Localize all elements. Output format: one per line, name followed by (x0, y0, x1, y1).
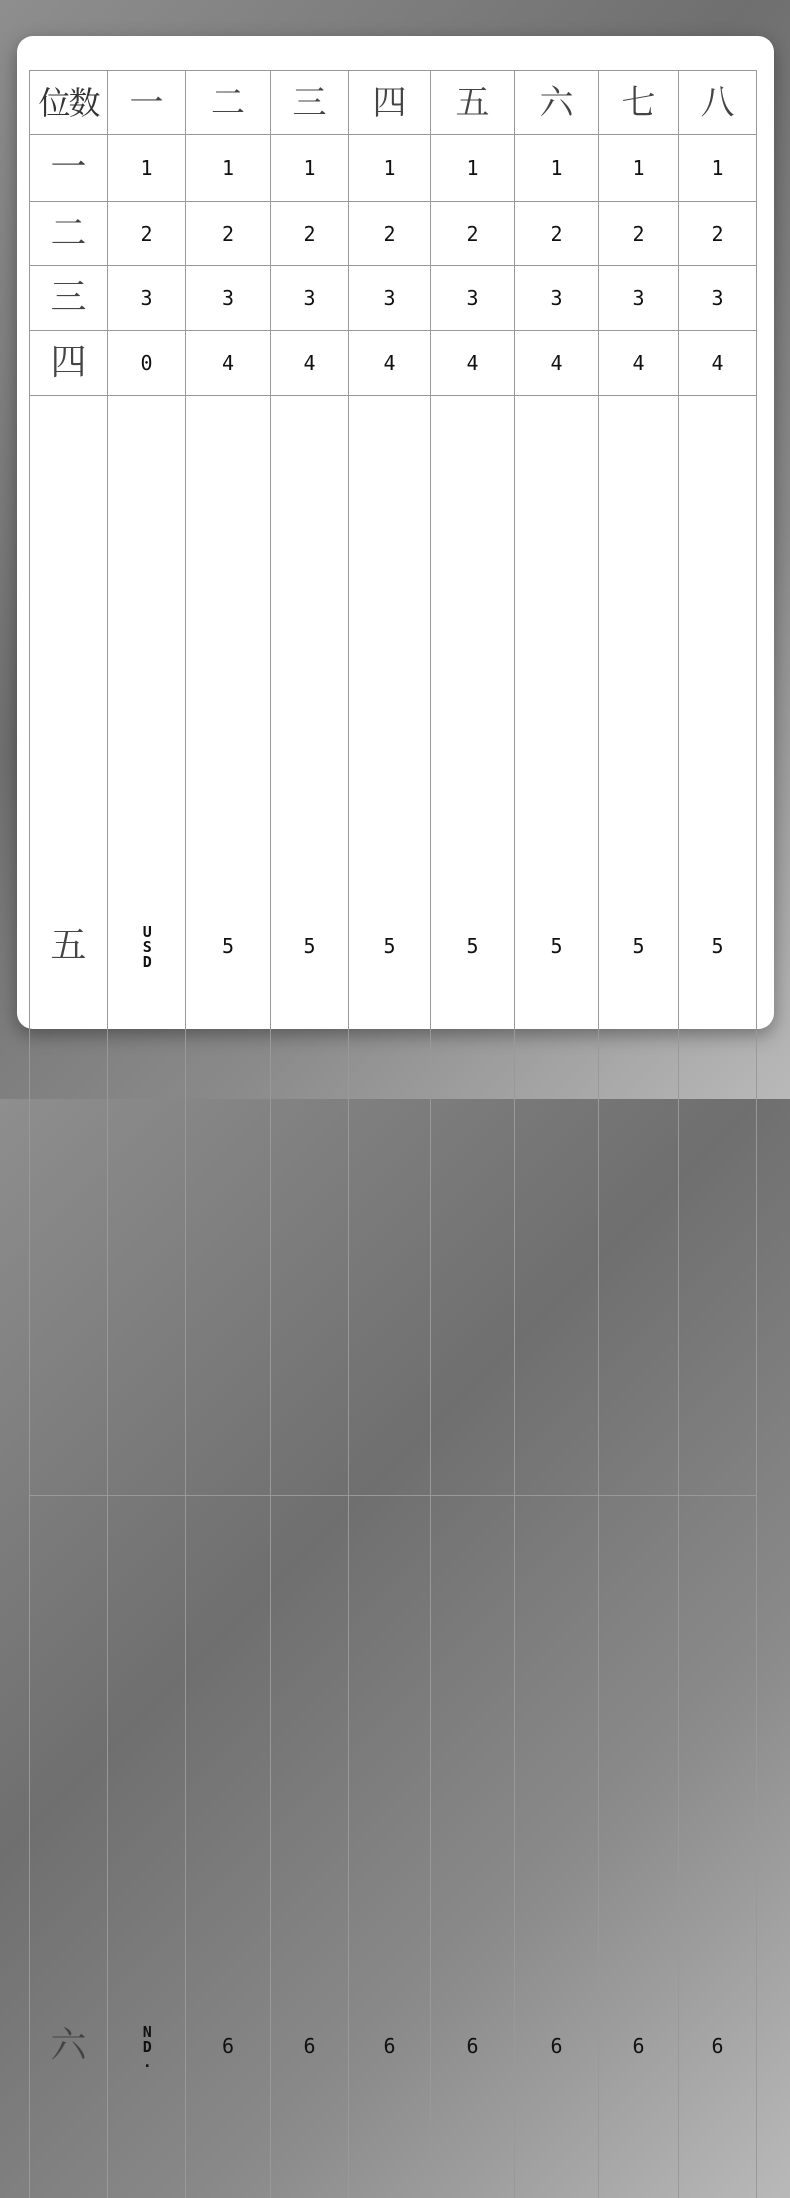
cell-value: 2 (271, 222, 348, 246)
cell-value: 1 (186, 156, 270, 180)
table-cell (349, 396, 431, 1496)
table-cell (108, 1496, 186, 2198)
table-cell (679, 396, 757, 1496)
table-cell (349, 266, 431, 331)
cell-value: 1 (431, 156, 514, 180)
table-cell (271, 396, 349, 1496)
table-cell (599, 1496, 679, 2198)
table-cell (599, 396, 679, 1496)
cell-value: 1 (349, 156, 430, 180)
cell-value: 3 (679, 286, 756, 310)
table-cell (599, 202, 679, 266)
table-row (30, 331, 757, 396)
row-header: 四 (30, 331, 108, 396)
column-header: 三 (271, 71, 349, 135)
table-row (30, 1496, 757, 2198)
table-cell (515, 266, 599, 331)
row-header (30, 1496, 108, 2198)
table-cell (108, 396, 186, 1496)
cell-value: 4 (431, 351, 514, 375)
column-header: 八 (679, 71, 757, 135)
header-row (30, 71, 757, 135)
table-cell (186, 266, 271, 331)
column-header: 一 (108, 71, 186, 135)
cell-value: 3 (515, 286, 598, 310)
cell-value (515, 2034, 598, 2058)
table-cell (515, 396, 599, 1496)
cell-value: 5 (271, 934, 348, 958)
cell-value: 5 (431, 934, 514, 958)
column-header: 七 (599, 71, 679, 135)
table-cell (108, 202, 186, 266)
cell-value: 1 (515, 156, 598, 180)
table-cell (186, 396, 271, 1496)
cell-value: 3 (186, 286, 270, 310)
cell-value: 5 (599, 934, 678, 958)
table-cell (271, 202, 349, 266)
cell-value (431, 2034, 514, 2058)
table-row (30, 266, 757, 331)
table-cell (599, 331, 679, 396)
cell-value (108, 1496, 185, 2198)
table-cell (679, 135, 757, 202)
table-cell (515, 202, 599, 266)
cell-value: 3 (108, 286, 185, 310)
table-cell (431, 202, 515, 266)
table-cell (271, 331, 349, 396)
cell-value (186, 2034, 270, 2058)
table-cell (186, 331, 271, 396)
digit-character-table (29, 70, 757, 2198)
row-header: 二 (30, 202, 108, 266)
table-cell (431, 396, 515, 1496)
table-cell (349, 202, 431, 266)
table-cell (186, 1496, 271, 2198)
table-cell (271, 1496, 349, 2198)
table-cell (431, 331, 515, 396)
cell-value: 5 (186, 934, 270, 958)
table-cell (186, 202, 271, 266)
table-cell (349, 331, 431, 396)
table-row (30, 202, 757, 266)
cell-value: 1 (271, 156, 348, 180)
table-cell (679, 202, 757, 266)
cell-value: 2 (679, 222, 756, 246)
table-row (30, 135, 757, 202)
character-table-card (17, 36, 774, 1029)
cell-value: 3 (431, 286, 514, 310)
table-cell (108, 135, 186, 202)
table-cell (271, 266, 349, 331)
cell-value: 4 (271, 351, 348, 375)
cell-value (271, 2034, 348, 2058)
cell-value: 3 (349, 286, 430, 310)
cell-value: 3 (271, 286, 348, 310)
column-header: 五 (431, 71, 515, 135)
cell-value: 5 (679, 934, 756, 958)
cell-value: 3 (599, 286, 678, 310)
table-cell (515, 331, 599, 396)
table-cell (349, 1496, 431, 2198)
cell-value: 5 (349, 934, 430, 958)
table-cell (349, 135, 431, 202)
column-header: 四 (349, 71, 431, 135)
table-cell (431, 135, 515, 202)
table-cell (186, 135, 271, 202)
row-header: 三 (30, 266, 108, 331)
table-cell (271, 135, 349, 202)
cell-value: 4 (679, 351, 756, 375)
cell-value: 2 (599, 222, 678, 246)
corner-label: 位数 (30, 71, 108, 135)
cell-value: 4 (515, 351, 598, 375)
cell-value: 4 (599, 351, 678, 375)
row-header: 五 (30, 396, 108, 1496)
cell-value: 1 (108, 156, 185, 180)
table-cell (679, 1496, 757, 2198)
table-cell (679, 331, 757, 396)
cell-value (599, 2034, 678, 2058)
cell-value: 1 (599, 156, 678, 180)
table-cell (431, 266, 515, 331)
cell-value: 2 (186, 222, 270, 246)
cell-value: USD (108, 396, 185, 1495)
cell-value: 1 (679, 156, 756, 180)
cell-value (349, 2034, 430, 2058)
table-cell (515, 1496, 599, 2198)
row-header: 一 (30, 135, 108, 202)
cell-value: 2 (108, 222, 185, 246)
table-cell (599, 266, 679, 331)
cell-value: 2 (349, 222, 430, 246)
cell-value: 5 (515, 934, 598, 958)
table-cell (431, 1496, 515, 2198)
table-cell (108, 331, 186, 396)
column-header: 六 (515, 71, 599, 135)
cell-value (679, 2034, 756, 2058)
table-row (30, 396, 757, 1496)
cell-value: 2 (515, 222, 598, 246)
table-cell (599, 135, 679, 202)
cell-value: 2 (431, 222, 514, 246)
table-cell (515, 135, 599, 202)
table-cell (108, 266, 186, 331)
table-cell (679, 266, 757, 331)
cell-value: 0 (108, 351, 185, 375)
cell-value: 4 (349, 351, 430, 375)
column-header: 二 (186, 71, 271, 135)
cell-value: 4 (186, 351, 270, 375)
